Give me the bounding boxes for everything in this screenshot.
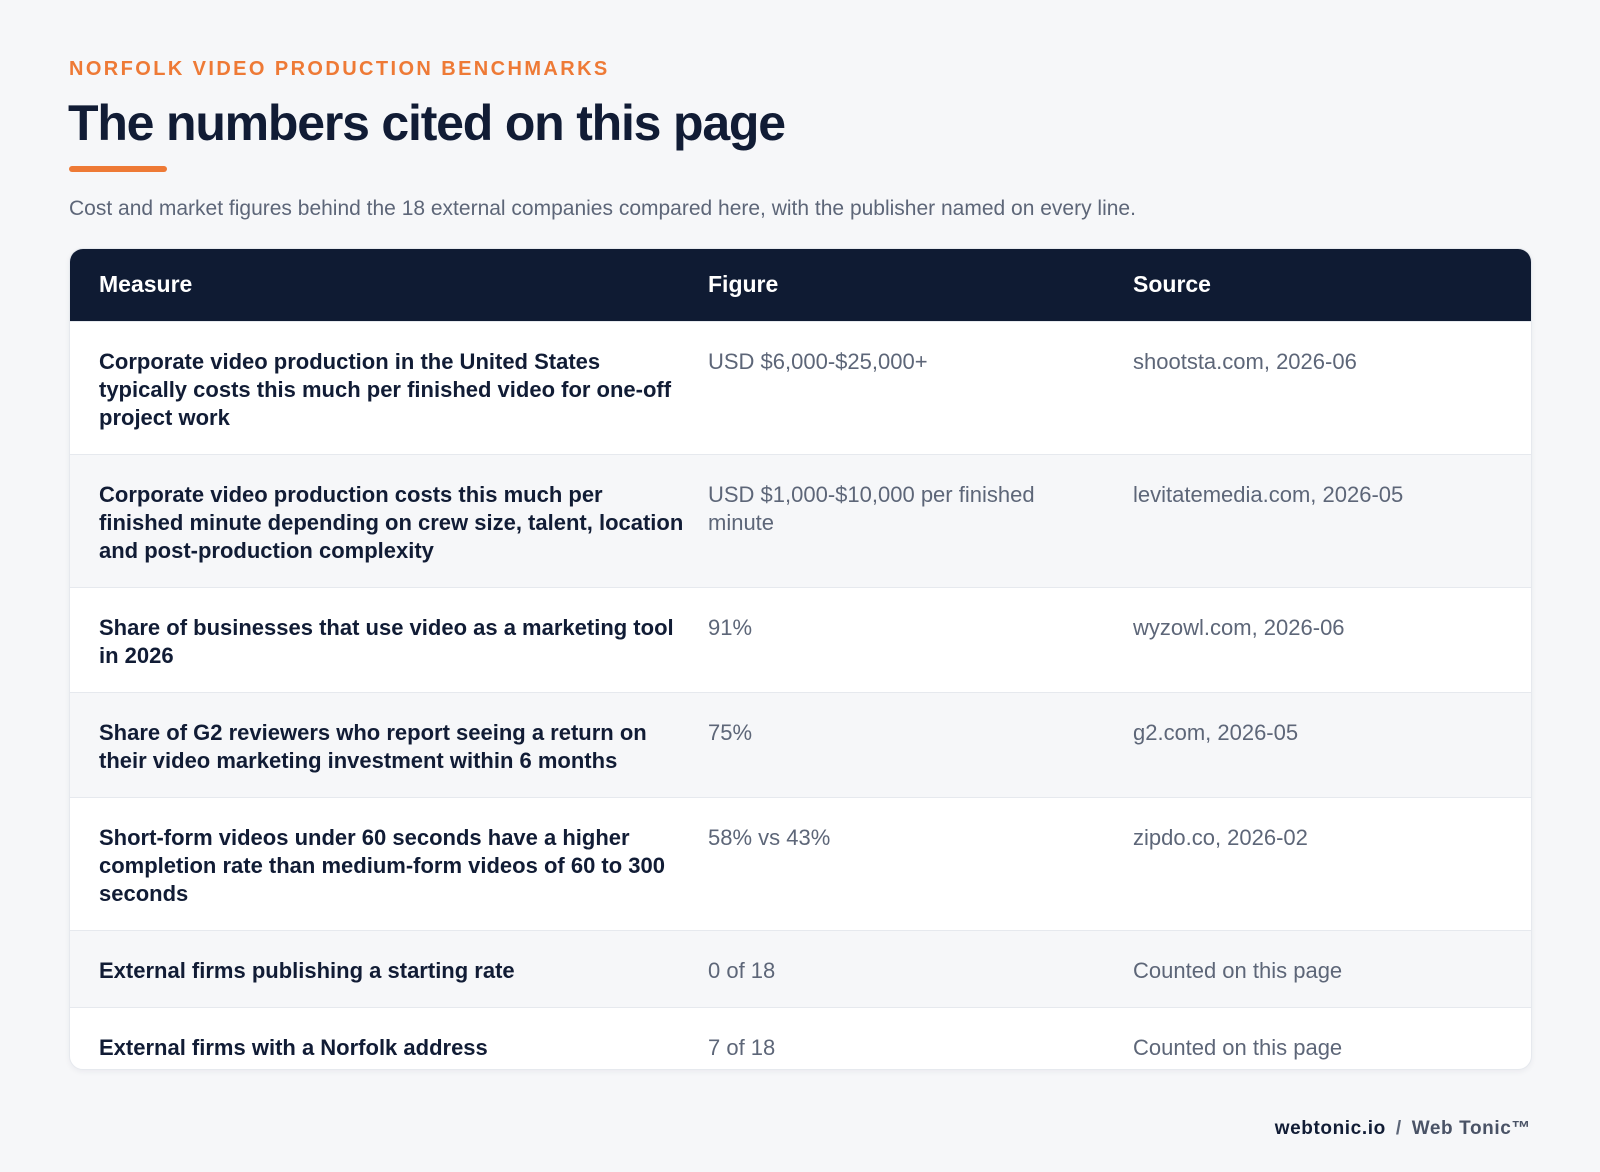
figure-cell: 75%	[708, 719, 753, 745]
measure-cell: Share of businesses that use video as a marketing tool in 2026	[99, 614, 674, 668]
column-header-figure: Figure	[708, 271, 779, 298]
table-row	[70, 1007, 1531, 1070]
figure-cell: 0 of 18	[708, 957, 776, 983]
source-cell: levitatemedia.com, 2026-05	[1133, 481, 1404, 507]
table-header-row	[70, 249, 1531, 321]
table-body	[70, 321, 1531, 1070]
footer-credit	[1275, 1118, 1531, 1140]
page-title: The numbers cited on this page	[68, 95, 785, 151]
figure-cell: 91%	[708, 614, 753, 640]
source-cell: wyzowl.com, 2026-06	[1133, 614, 1345, 640]
benchmarks-table	[70, 249, 1531, 1070]
footer-domain: webtonic.io	[1274, 1118, 1386, 1139]
figure-cell: USD $6,000-$25,000+	[708, 348, 928, 374]
figure-cell: 7 of 18	[708, 1034, 776, 1060]
table-row	[70, 454, 1531, 587]
table-row	[70, 321, 1531, 454]
table-header	[70, 249, 1531, 321]
column-header-measure: Measure	[99, 271, 193, 298]
source-cell: shootsta.com, 2026-06	[1133, 348, 1357, 374]
table-row	[70, 692, 1531, 797]
source-cell: zipdo.co, 2026-02	[1133, 824, 1308, 850]
source-cell: Counted on this page	[1133, 957, 1343, 983]
table-row	[70, 930, 1531, 1007]
measure-cell: Short-form videos under 60 seconds have a higher completion rate than medium-form videos of 60 to 300 seconds	[99, 824, 665, 906]
table-row	[70, 797, 1531, 930]
title-underline	[69, 166, 167, 172]
measure-cell: Corporate video production costs this much per finished minute depending on crew size, talent, location and post-production complexity	[99, 481, 684, 563]
footer-separator: /	[1395, 1118, 1402, 1139]
source-cell: g2.com, 2026-05	[1133, 719, 1299, 745]
table-row	[70, 587, 1531, 692]
measure-cell: Corporate video production in the United States typically costs this much per finished video for one-off project work	[99, 348, 672, 430]
figure-cell: USD $1,000-$10,000 per finished minute	[708, 481, 1035, 535]
measure-cell: External firms with a Norfolk address	[99, 1034, 488, 1060]
measure-cell: Share of G2 reviewers who report seeing a return on their video marketing investment within 6 months	[99, 719, 647, 773]
footer-brand: Web Tonic™	[1411, 1118, 1531, 1139]
column-header-source: Source	[1133, 271, 1211, 298]
measure-cell: External firms publishing a starting rate	[99, 957, 515, 983]
eyebrow-label: NORFOLK VIDEO PRODUCTION BENCHMARKS	[69, 58, 610, 80]
benchmarks-table-card	[69, 248, 1532, 1070]
source-cell: Counted on this page	[1133, 1034, 1343, 1060]
figure-cell: 58% vs 43%	[708, 824, 831, 850]
page-subtitle: Cost and market figures behind the 18 external companies compared here, with the publisher named on every line.	[69, 197, 1136, 220]
